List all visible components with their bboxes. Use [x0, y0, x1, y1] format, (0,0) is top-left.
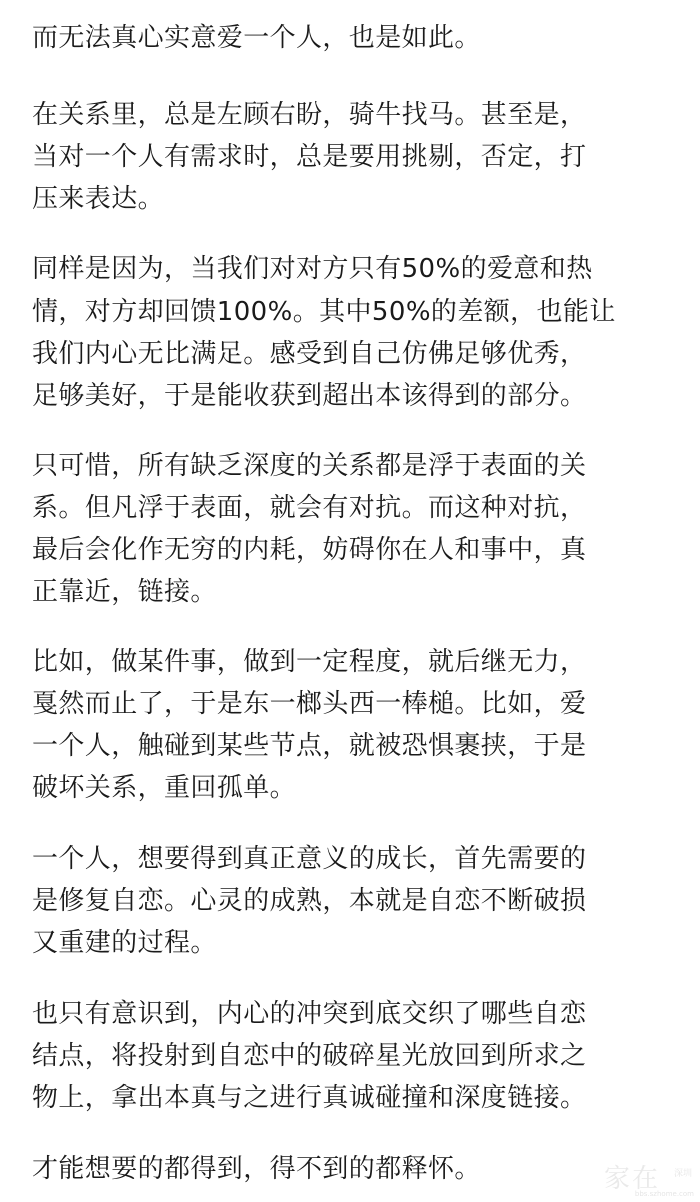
text-line: 正靠近，链接。 [32, 577, 217, 607]
text-line: 压来表达。 [32, 184, 165, 214]
text-line: 破坏关系，重回孤单。 [32, 773, 297, 803]
text-line: 足够美好，于是能收获到超出本该得到的部分。 [32, 381, 587, 411]
text-line: 只可惜，所有缺乏深度的关系都是浮于表面的关 [32, 451, 587, 481]
text-line: 当对一个人有需求时，总是要用挑剔，否定，打 [32, 142, 587, 172]
site-watermark [604, 1164, 694, 1198]
watermark-url: bbs.szhome.com [634, 1190, 694, 1198]
text-line: 又重建的过程。 [32, 928, 217, 958]
text-line: 最后会化作无穷的内耗，妨碍你在人和事中，真 [32, 535, 587, 565]
text-line: 而无法真心实意爱一个人，也是如此。 [32, 23, 481, 53]
watermark-city: 深圳 [673, 1169, 692, 1179]
text-line: 物上，拿出本真与之进行真诚碰撞和深度链接。 [32, 1083, 587, 1113]
text-line: 才能想要的都得到，得不到的都释怀。 [32, 1154, 481, 1184]
watermark-logo-text: 家在 [604, 1164, 661, 1194]
text-line: 结点，将投射到自恋中的破碎星光放回到所求之 [32, 1041, 587, 1071]
text-line: 情，对方却回馈100%。其中50%的差额，也能让 [32, 297, 616, 327]
text-line: 在关系里，总是左顾右盼，骑牛找马。甚至是， [32, 100, 587, 130]
text-line: 是修复自恋。心灵的成熟，本就是自恋不断破损 [32, 886, 587, 916]
text-line: 我们内心无比满足。感受到自己仿佛足够优秀， [32, 339, 587, 369]
text-line: 一个人，触碰到某些节点，就被恐惧裹挟，于是 [32, 731, 587, 761]
text-line: 同样是因为，当我们对对方只有50%的爱意和热 [32, 254, 593, 284]
text-line: 也只有意识到，内心的冲突到底交织了哪些自恋 [32, 999, 587, 1029]
text-line: 一个人，想要得到真正意义的成长，首先需要的 [32, 844, 587, 874]
text-line: 戛然而止了，于是东一榔头西一棒槌。比如，爱 [32, 689, 587, 719]
text-line: 系。但凡浮于表面，就会有对抗。而这种对抗， [32, 493, 587, 523]
text-line: 比如，做某件事，做到一定程度，就后继无力， [32, 647, 587, 677]
